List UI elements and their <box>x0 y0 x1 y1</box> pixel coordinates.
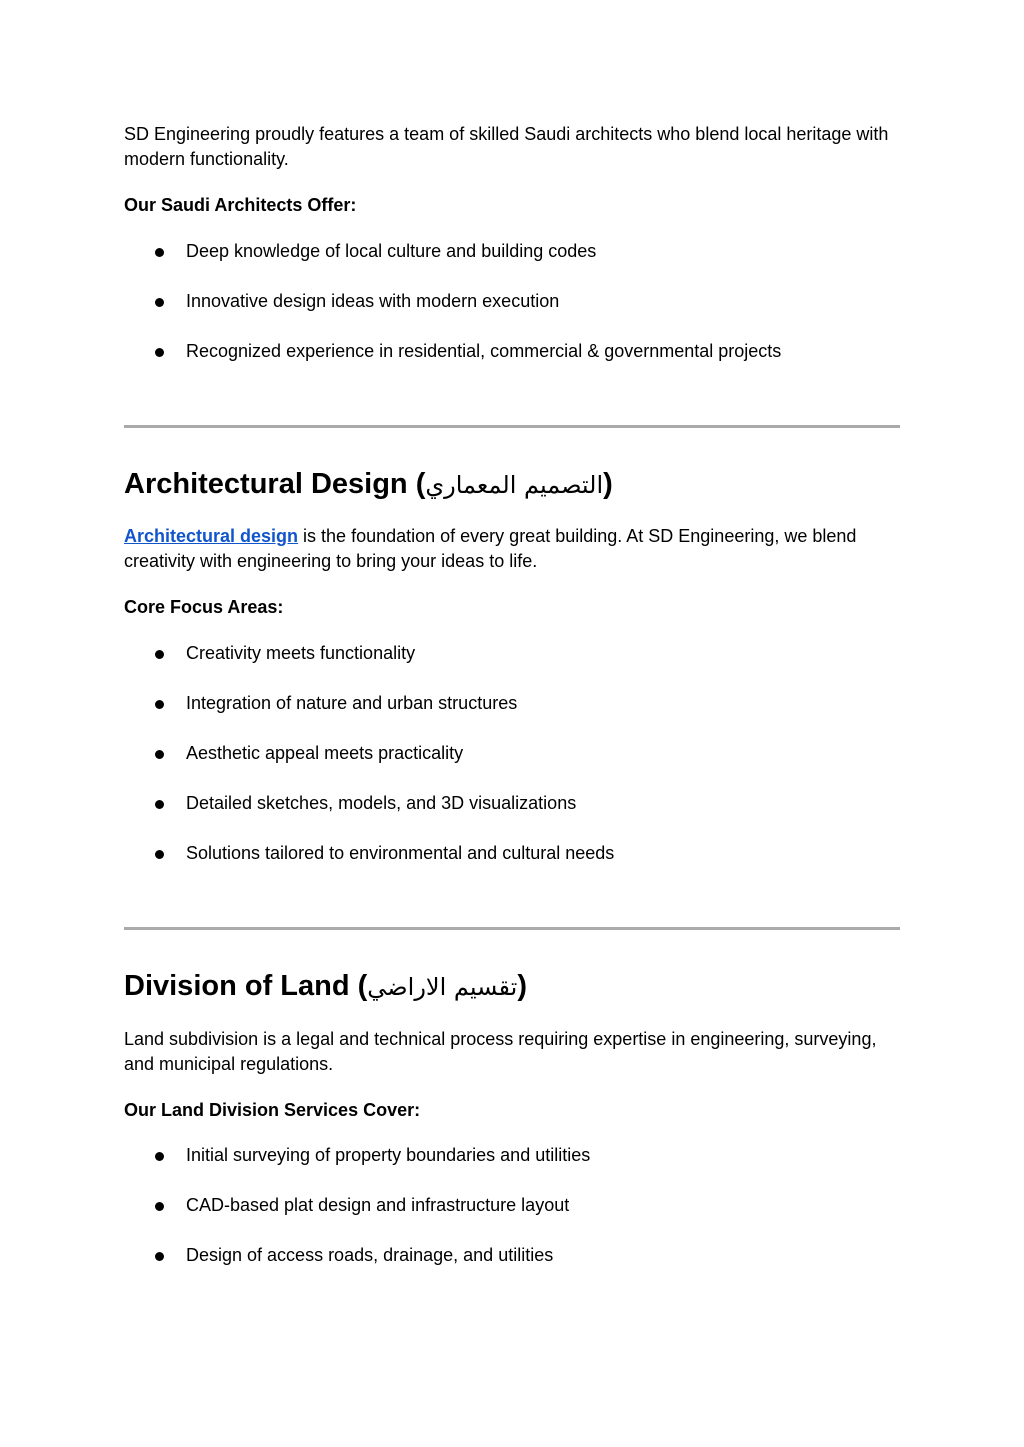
core-focus-subheading: Core Focus Areas: <box>124 597 284 617</box>
list-item-text: Creativity meets functionality <box>186 643 416 663</box>
bullet-icon <box>155 1252 164 1261</box>
section-divider <box>124 927 900 930</box>
bullet-icon <box>155 298 164 307</box>
list-item-text: Deep knowledge of local culture and building codes <box>186 241 597 261</box>
list-item-text: Innovative design ideas with modern execution <box>186 291 560 311</box>
bullet-icon <box>155 800 164 809</box>
bullet-icon <box>155 348 164 357</box>
list-item <box>124 691 900 716</box>
list-item <box>124 1243 900 1268</box>
heading-arabic-text: تقسيم الاراضي <box>367 973 518 1001</box>
bullet-icon <box>155 650 164 659</box>
list-item <box>124 239 900 264</box>
list-item <box>124 641 900 666</box>
heading-text: Architectural Design <box>124 468 408 500</box>
division-of-land-heading: Division of Land (تقسيم الاراضي) <box>124 970 528 1002</box>
section-divider <box>124 425 900 428</box>
bullet-icon <box>155 1202 164 1211</box>
bullet-icon <box>155 1152 164 1161</box>
heading-text: Division of Land <box>124 970 350 1002</box>
architectural-design-link[interactable]: Architectural design <box>124 526 299 546</box>
architectural-paragraph <box>124 524 900 574</box>
architectural-paragraph-text: is the foundation of every great building. At SD Engineering, we blend creativity with engineering to bring your ideas to life. <box>124 526 857 571</box>
list-item-text: Recognized experience in residential, commercial & governmental projects <box>186 341 782 361</box>
land-services-subheading: Our Land Division Services Cover: <box>124 1100 421 1120</box>
list-item <box>124 1193 900 1218</box>
list-item-text: Integration of nature and urban structures <box>186 693 518 713</box>
land-services-bullet-list <box>124 1143 900 1268</box>
list-item <box>124 289 900 314</box>
bullet-icon <box>155 700 164 709</box>
list-item <box>124 841 900 866</box>
intro-bullet-list <box>124 239 900 364</box>
list-item-text: Design of access roads, drainage, and utilities <box>186 1245 554 1265</box>
list-item <box>124 791 900 816</box>
list-item-text: Solutions tailored to environmental and cultural needs <box>186 843 615 863</box>
bullet-icon <box>155 248 164 257</box>
list-item <box>124 1143 900 1168</box>
list-item <box>124 741 900 766</box>
list-item-text: Detailed sketches, models, and 3D visualizations <box>186 793 577 813</box>
bullet-icon <box>155 850 164 859</box>
core-focus-bullet-list <box>124 641 900 866</box>
list-item <box>124 339 900 364</box>
list-item-text: CAD-based plat design and infrastructure layout <box>186 1195 570 1215</box>
heading-arabic-text: التصميم المعماري <box>425 471 604 499</box>
list-item-text: Initial surveying of property boundaries and utilities <box>186 1145 591 1165</box>
bullet-icon <box>155 750 164 759</box>
intro-paragraph: SD Engineering proudly features a team of skilled Saudi architects who blend local heritage with modern functionality. <box>124 124 889 169</box>
intro-subheading: Our Saudi Architects Offer: <box>124 195 357 215</box>
land-paragraph: Land subdivision is a legal and technical process requiring expertise in engineering, surveying, and municipal regulations. <box>124 1029 877 1074</box>
architectural-design-heading: Architectural Design (التصميم المعماري) <box>124 468 613 500</box>
list-item-text: Aesthetic appeal meets practicality <box>186 743 464 763</box>
